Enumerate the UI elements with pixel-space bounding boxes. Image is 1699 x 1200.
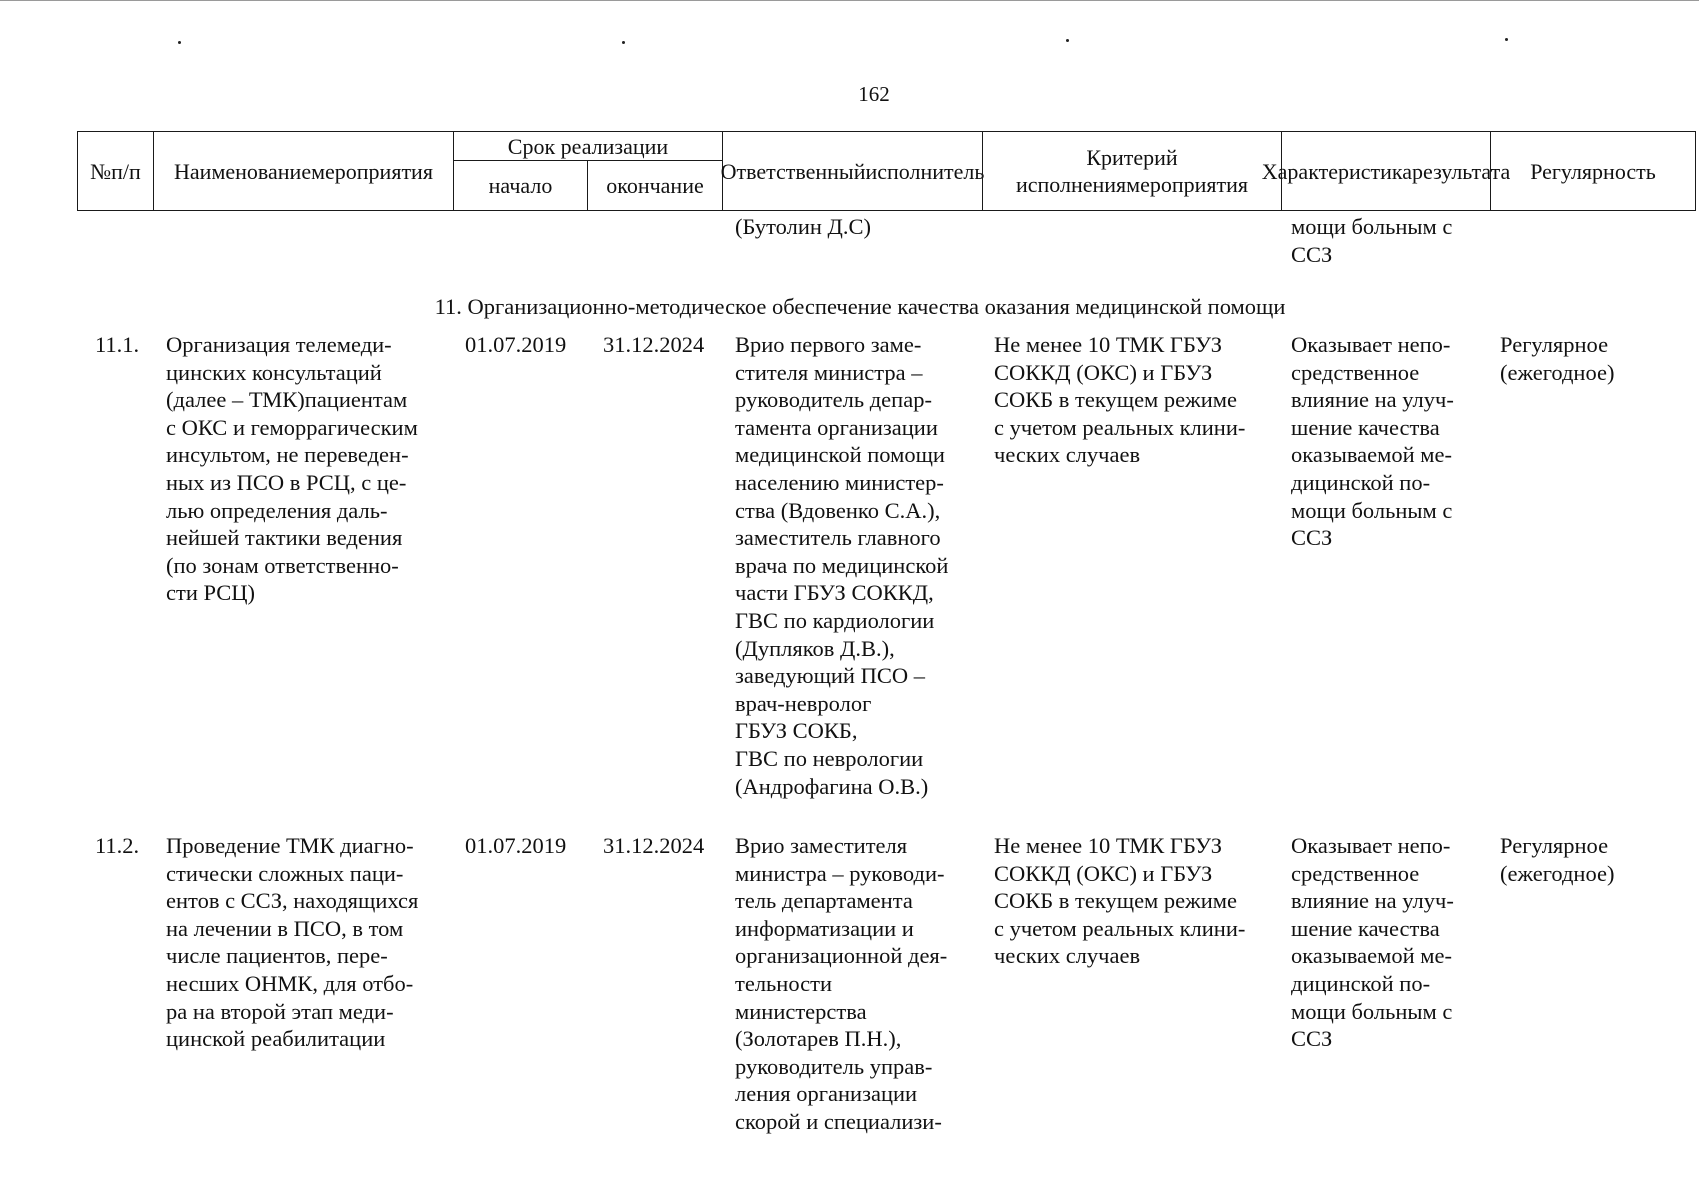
header-no: №п/п [77,131,154,211]
header-result: Характеристикарезультата [1281,131,1491,211]
row-name: Организация телемеди- цинских консультаций (далее – ТМК)пациентам с ОКС и геморрагическим инсультом, не переведен- ных из ПСО в РСЦ, с це- лью определения даль- нейшей тактики ведения (по зонам ответственно- сти РСЦ) [166,332,418,606]
section-title: 11. Организационно-методическое обеспечение качества оказания медицинской помощи [434,294,1286,319]
scan-speck [622,41,625,44]
row-number: 11.1. [95,332,140,357]
row-start-date: 01.07.2019 [465,833,567,858]
row-end-date: 31.12.2024 [603,332,705,357]
row-responsible: Врио заместителя министра – руководи- тель департамента информатизации и организационной дея- тельности министерства (Золотарев П.Н.), руководитель управ- ления организации скорой и специализи- [735,833,948,1134]
row-responsible: Врио первого заме- стителя министра – руководитель депар- тамента организации медицинской помощи населению министер- ства (Вдовенко С.А.), заместитель главного врача по медицинской части ГБУЗ СОККД, ГВС по кардиологии (Дупляков Д.В.), заведующий ПСО – врач-невролог ГБУЗ СОКБ, ГВС по неврологии (Андрофагина О.В.) [735,332,949,799]
row-end-date: 31.12.2024 [603,833,705,858]
header-criterion: Критерий исполнениямероприятия [982,131,1282,211]
row-start-date: 01.07.2019 [465,332,567,357]
carryover-responsible: (Бутолин Д.С) [735,214,871,239]
page-number: 162 [858,82,890,106]
scan-speck [178,41,181,44]
row-regularity: Регулярное (ежегодное) [1500,833,1615,886]
header-name: Наименованиемероприятия [153,131,454,211]
header-start: начало [453,160,588,211]
row-regularity: Регулярное (ежегодное) [1500,332,1615,385]
row-result: Оказывает непо- средственное влияние на улуч- шение качества оказываемой ме- дицинской по- мощи больным с ССЗ [1291,332,1454,551]
header-term: Срок реализации [453,131,723,161]
row-name: Проведение ТМК диагно- стически сложных паци- ентов с ССЗ, находящихся на лечении в ПСО, в том числе пациентов, пере- несших ОНМК, для отбо- ра на второй этап меди- цинской реабилитации [166,833,419,1052]
row-result: Оказывает непо- средственное влияние на улуч- шение качества оказываемой ме- дицинской по- мощи больным с ССЗ [1291,833,1454,1052]
row-criterion: Не менее 10 ТМК ГБУЗ СОККД (ОКС) и ГБУЗ СОКБ в текущем режиме с учетом реальных клини- ческих случаев [994,332,1246,468]
row-number: 11.2. [95,833,140,858]
row-criterion: Не менее 10 ТМК ГБУЗ СОККД (ОКС) и ГБУЗ СОКБ в текущем режиме с учетом реальных клини- ческих случаев [994,833,1246,969]
header-responsible: Ответственныйисполнитель [722,131,983,211]
header-regularity: Регулярность [1490,131,1696,211]
scan-speck [1505,38,1508,41]
carryover-result: мощи больным с ССЗ [1291,214,1453,267]
scan-speck [1066,39,1069,42]
page-top-edge [0,0,1699,1]
header-end: окончание [587,160,723,211]
